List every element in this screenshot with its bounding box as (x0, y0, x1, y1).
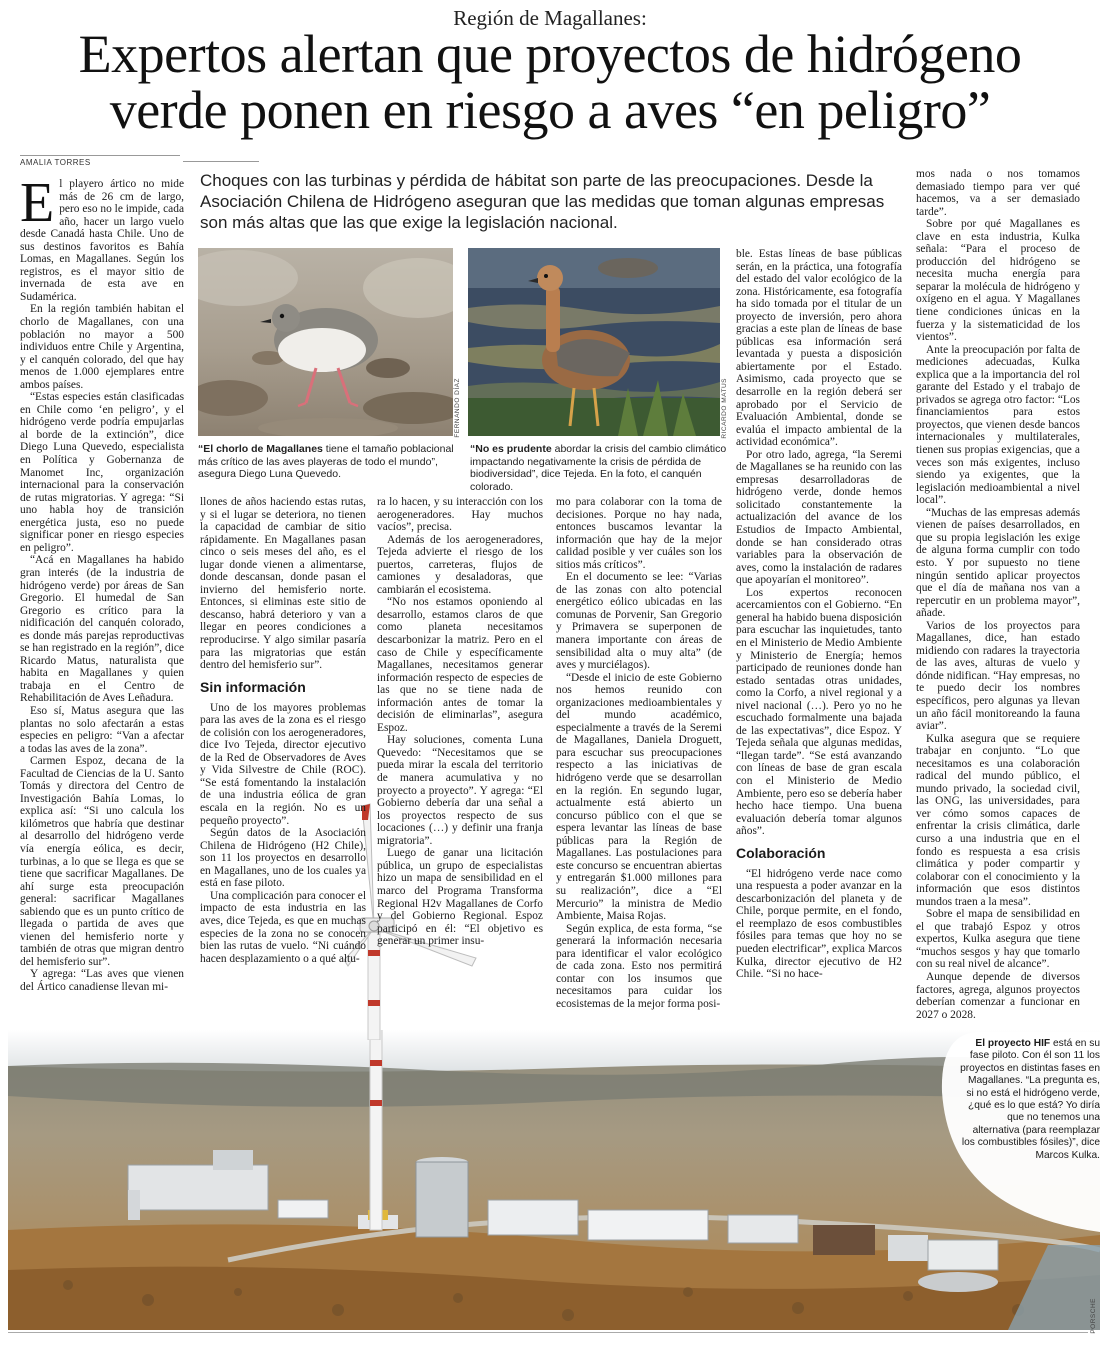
col4-p2: En el documento se lee: “Varias de las zonas con alto potencial energético eólico ubicadas en las comunas de Porvenir, San Gregorio y Primavera se superponen de manera importante con áreas de sensibilidad alta o muy alta” (de aves y murciélagos). (556, 571, 722, 672)
photo-chorlo (198, 248, 453, 436)
article-column-6 (916, 168, 1080, 1030)
byline: AMALIA TORRES (20, 158, 91, 167)
col6-p2: Sobre por qué Magallanes es clave en esta industria, Kulka señala: “Para el proceso de producción del hidrógeno se necesita mucha energía para separar la molécula de hidrógeno y oxígeno en el agua. Y Magallanes tiene condiciones únicas en la fuerza y la sistematicidad de los vientos”. (916, 218, 1080, 344)
col1-p5: Eso sí, Matus asegura que las plantas no solo afectarán a estas especies en peligro: “Van a afectar a todas las aves de la zona”. (20, 704, 184, 755)
bottom-rule (8, 1332, 1088, 1333)
article-column-3 (377, 496, 543, 1018)
deck-rule (183, 161, 259, 162)
caption-right-text: abordar la crisis del cambio climático impactando negativamente la crisis de pérdida de biodiversidad”, dice Tejeda. En la foto, el canquén colorado. (470, 443, 727, 493)
caption-left-text: tiene el tamaño poblacional más crítico de las aves playeras de todo el mundo”, asegura Diego Luna Quevedo. (198, 443, 454, 480)
col3-p4: Hay soluciones, comenta Luna Quevedo: “Necesitamos que se pueda mirar la escala del territorio de manera acumulativa y no proyecto a proyecto”. Y agrega: “El Gobierno debería dar una señal a los proyectos respecto de sus locaciones (…) y definir una franja migratoria”. (377, 734, 543, 847)
article-column-2 (200, 496, 366, 1018)
article-column-4 (556, 496, 722, 1018)
drop-cap: E (20, 178, 55, 234)
col6-p5: Varios de los proyectos para Magallanes, dice, han estado midiendo con radares la trayectoria de las aves, alturas de vuelo y dónde nidifican. “Hay empresas, no te puedo decir los nombres específicos, pero algunas ya llevan un año fácil monitoreando la fauna aviar”. (916, 619, 1080, 733)
col5-p2: Por otro lado, agrega, “la Seremi de Magallanes se ha reunido con las empresas desarrolladoras de hidrógeno verde, donde hemos solicitado constantemente la actualización del avance de los Estudios de Impacto Ambiental, donde se han considerado otras variables para la observación de aves, como la instalación de radares que apoyarían el monitoreo”. (736, 448, 902, 587)
col1-p6: Carmen Espoz, decana de la Facultad de Ciencias de la U. Santo Tomás y directora del Centro de Investigación Bahía Lomas, lo explica así: “Si uno calcula los kilómetros que habría que destinar al desarrollo del hidrógeno verde vía energía eólica, es decir, turbinas, a lo que se llega es que se tiene que sacrificar Magallanes. De ahí surge esta preocupación general: sacrificar Magallanes sabiendo que es un punto crítico de llegada o partida de aves que vienen del hemisferio norte y también de otras que migran dentro del hemisferio sur”. (20, 755, 184, 968)
col1-p1-text: l playero ártico no mide más de 26 cm de largo, pero eso no le impide, cada año, hacer un largo vuelo desde Canadá hasta Chile. Uno de sus destinos favoritos es Bahía Lomas, en Magallanes. Según los registros, es el mayor sitio de invernada de esta ave en Sudamérica. (20, 178, 184, 303)
headline (10, 26, 1090, 138)
byline-rule (20, 155, 180, 156)
photo-hif-plant (8, 1030, 1100, 1330)
col6-p8: Aunque depende de diversos factores, agrega, algunos proyectos deberían comenzar a funcionar en 2027 o 2028. (916, 971, 1080, 1021)
col1-p3: “Estas especies están clasificadas en Chile como ‘en peligro’, y el hidrógeno verde podría empujarlas al borde de la extinción”, dice Diego Luna Quevedo, especialista en Política y Gobernanza de Manomet Inc, organización internacional para la conservación de rutas migratorias. Y agrega: “Si uno habla hoy de transición energética justa, eso no puede significar poner en riesgo especies en peligro”. (20, 391, 184, 554)
col6-p1: mos nada o nos tomamos demasiado tiempo para ver qué hacemos, va a ser demasiado tarde”. (916, 168, 1080, 218)
plant-landscape-illustration (8, 1030, 1100, 1330)
photo-credit-right: RICARDO MATUS (721, 378, 728, 439)
col2-p2: Uno de los mayores problemas para las aves de la zona es el riesgo de colisión con los aerogeneradores, dice Ivo Tejeda, director ejecutivo de la Red de Observadores de Aves y Vida Silvestre de Chile (ROC). “Se está fomentando la instalación de una industria eólica de gran escala en la región. No es un pequeño proyecto”. (200, 701, 366, 827)
col6-p3: Ante la preocupación por falta de mediciones adecuadas, Kulka explica que a la importancia del rol garante del Estado y el trabajo de privados se agrega otro factor: “Los financiamientos para estos proyectos, que vienen desde bancos internacionales y multilaterales, tienen sus propias exigencias, que a veces son más exigentes, incluso siendo ya exigentes, que la legislación medioambiental a nivel local”. (916, 343, 1080, 507)
col4-p4: Según explica, de esta forma, “se generará la información necesaria para identificar el valor ecológico de cada zona. Esto nos permitirá contar con los insumos que necesitamos para cuidar los ecosistemas de la mejor forma posi- (556, 922, 722, 1010)
col6-p7: Sobre el mapa de sensibilidad en el que trabajó Espoz y otros expertos, Kulka asegura que tiene “muchos sesgos y hay que tomarlo con su real nivel de alcance”. (916, 908, 1080, 971)
canquen-illustration (468, 248, 720, 436)
col4-p3: “Desde el inicio de este Gobierno nos hemos reunido con organizaciones medioambientales y del mundo académico, especialmente a través de la Seremi de Magallanes, Daniela Droguett, para escuchar sus preocupaciones respecto a las iniciativas de hidrógeno verde que se desarrollan en la región. En segundo lugar, actualmente está abierto un concurso público con el que se espera levantar las líneas de base públicas para la Región de Magallanes. Las postulaciones para este concurso se encuentran abiertas y entregarán $1.000 millones para su realización”, dice a “El Mercurio” la ministra de Medio Ambiente, Maisa Rojas. (556, 671, 722, 923)
col5-p1: ble. Estas líneas de base públicas serán, en la práctica, una fotografía del estado del valor ecológico de la zona. Históricamente, esa fotografía ha sido tomada por el titular de un proyecto de inversión, pero ahora gracias a este plan de líneas de base públicas esa información será levantada y puesta a disposición abiertamente por el Estado. Asimismo, cada proyecto que se desarrolle en la región deberá ser aprobado por el Servicio de Evaluación Ambiental, donde se evalúa el impacto ambiental de la actividad económica”. (736, 248, 902, 449)
col6-p4: “Muchas de las empresas además vienen de países desarrollados, en que su propia legislación les exige de alguna forma cumplir con todo esto. Y por supuesto no tiene ningún sentido aplicar proyectos que el día de mañana nos van a repercutir en un problema mayor”, añade. (916, 506, 1080, 620)
headline-line-1: Expertos alertan que proyectos de hidrógeno (78, 24, 1022, 84)
article-column-5 (736, 248, 902, 1024)
col2-p1: llones de años haciendo estas rutas, y si el lugar se deteriora, no tienen la capacidad de cambiar de sitio rápidamente. En Magallanes pasan cinco o seis meses del año, es el lugar donde vienen a alimentarse, donde descansan, donde pasan el invierno del hemisferio norte. Entonces, si eliminas este sitio de descanso, habrá deterioro y van a llegar en peores condiciones a reproducirse. Y algo similar pasaría para las migratorias que están dentro del hemisferio sur”. (200, 496, 366, 672)
sidebar-text: está en su fase piloto. Con él son 11 los proyectos en distintas fases en Magallanes. “La pregunta es, si no está el hidrógeno verde, ¿qué es lo que está? Yo diría que no tenemos una alternativa (para reemplazar los combustibles fósiles)”, dice Marcos Kulka. (960, 1038, 1100, 1161)
col1-p4: “Acá en Magallanes ha habido gran interés (de la industria de hidrógeno verde) por áreas de San Gregorio. El humedal de San Gregorio es crítico para la nidificación del canquén colorado, es donde más parejas reproductivas se han registrado en la región”, dice Ricardo Matus, naturalista que habita en Magallanes y quien trabaja en el Centro de Rehabilitación de Aves Leñadura. (20, 554, 184, 705)
caption-left-lead: “El chorlo de Magallanes (198, 443, 323, 455)
col3-p2: Además de los aerogeneradores, Tejeda advierte el riesgo de los puertos, carreteras, flujos de camiones y desaladoras, que cambiarán el ecosistema. (377, 533, 543, 596)
chorlo-illustration (198, 248, 453, 436)
subhead-colaboracion: Colaboración (736, 844, 826, 861)
col1-p2: En la región también habitan el chorlo de Magallanes, con una población no mayor a 500 individuos entre Chile y Argentina, y el canquén colorado, del que hay menos de 1.000 ejemplares entre ambos países. (20, 303, 184, 391)
sidebar-title: El proyecto HIF (975, 1038, 1051, 1049)
col3-p3: “No nos estamos oponiendo al desarrollo, estamos claros de que como planeta necesitamos descarbonizar la matriz. Pero en el caso de Chile y específicamente Magallanes, necesitamos generar información respecto de especies de las que no se tiene nada de información antes de tomar la decisión de eliminarlas”, asegura Espoz. (377, 596, 543, 734)
subhead-sin-informacion: Sin información (200, 678, 306, 695)
col4-p1: mo para colaborar con la toma de decisiones. Porque no hay nada, entonces buscamos levantar la información que hay de la mejor calidad posible y ver cuáles son los sitios más críticos”. (556, 496, 722, 571)
headline-line-2: verde ponen en riesgo a aves “en peligro” (109, 80, 991, 140)
col1-p7: Y agrega: “Las aves que vienen del Ártico canadiense llevan mi- (20, 968, 184, 993)
col5-p3: Los expertos reconocen acercamientos con el Gobierno. “En general ha habido buena disposición para escuchar las inquietudes, tanto en el Ministerio de Medio Ambiente y Ministerio de Energía; hemos participado de reuniones donde han estado sentadas otras unidades, como la Corfo, a nivel regional y a nivel nacional (…). Pero yo no he escuchado formalmente una bajada de las expectativas”, dice Espoz. Y Tejeda señala que algunas medidas, “llegan tarde”. “Se está avanzando con líneas de base de gran escala con el Ministerio de Medio Ambiente, pero eso se debería haber hecho hace tiempo. Una buena evaluación debería tomar algunos años”. (736, 586, 902, 838)
kicker: Región de Magallanes: (453, 6, 647, 30)
col2-p4: Una complicación para conocer el impacto de esta industria en las aves, dice Tejeda, es que en muchas especies de la zona no se conocen bien las rutas de vuelo. “Ni cuándo hacen desplazamiento o a qué altu- (200, 889, 366, 965)
col3-p1: ra lo hacen, y su interacción con los aerogeneradores. Hay muchos vacíos”, precisa. (377, 496, 543, 534)
caption-right-lead: “No es prudente (470, 443, 552, 455)
sidebar-hif (960, 1038, 1100, 1228)
col6-p6: Kulka asegura que se requiere trabajar en conjunto. “Lo que necesitamos es una colaboración radical del mundo público, el mundo privado, la sociedad civil, las ONG, las universidades, para ver cómo somos capaces de enfrentar la crisis climática, darle curso a una industria que en el fondo es respuesta a esa crisis climática y poder compartir y colaborar con el conocimiento y la información que esos distintos mundos traen a la mesa”. (916, 732, 1080, 908)
col3-p5: Luego de ganar una licitación pública, un grupo de especialistas hizo un mapa de sensibilidad en el marco del Programa Transforma Regional H2v Magallanes de Corfo y del Gobierno Regional. Espoz participó en él: “El objetivo es generar un primer insu- (377, 847, 543, 948)
lead-paragraph (20, 178, 184, 303)
caption-left (198, 443, 456, 481)
caption-right (470, 443, 732, 493)
photo-canquen (468, 248, 720, 436)
deck: Choques con las turbinas y pérdida de hábitat son parte de las preocupaciones. Desde la Asociación Chilena de Hidrógeno aseguran que las medidas que toman algunas empresas son más altas que las que exige la legislación nacional. (200, 171, 885, 232)
photo-credit-bottom: PORSCHE (1090, 1298, 1097, 1334)
col2-p3: Según datos de la Asociación Chilena de Hidrógeno (H2 Chile), son 11 los proyectos en desarrollo en Magallanes, uno de los cuales ya está en fase piloto. (200, 827, 366, 890)
article-column-1 (20, 178, 184, 1018)
photo-credit-left: FERNANDO DÍAZ (454, 378, 461, 438)
col5-p4: “El hidrógeno verde nace como una respuesta a poder avanzar en la descarbonización del planeta y de Chile, porque permite, en el fondo, el reemplazo de esos combustibles fósiles para temas que hoy no se pueden electrificar”, explica Marcos Kulka, director ejecutivo de H2 Chile. “Si no hace- (736, 867, 902, 981)
